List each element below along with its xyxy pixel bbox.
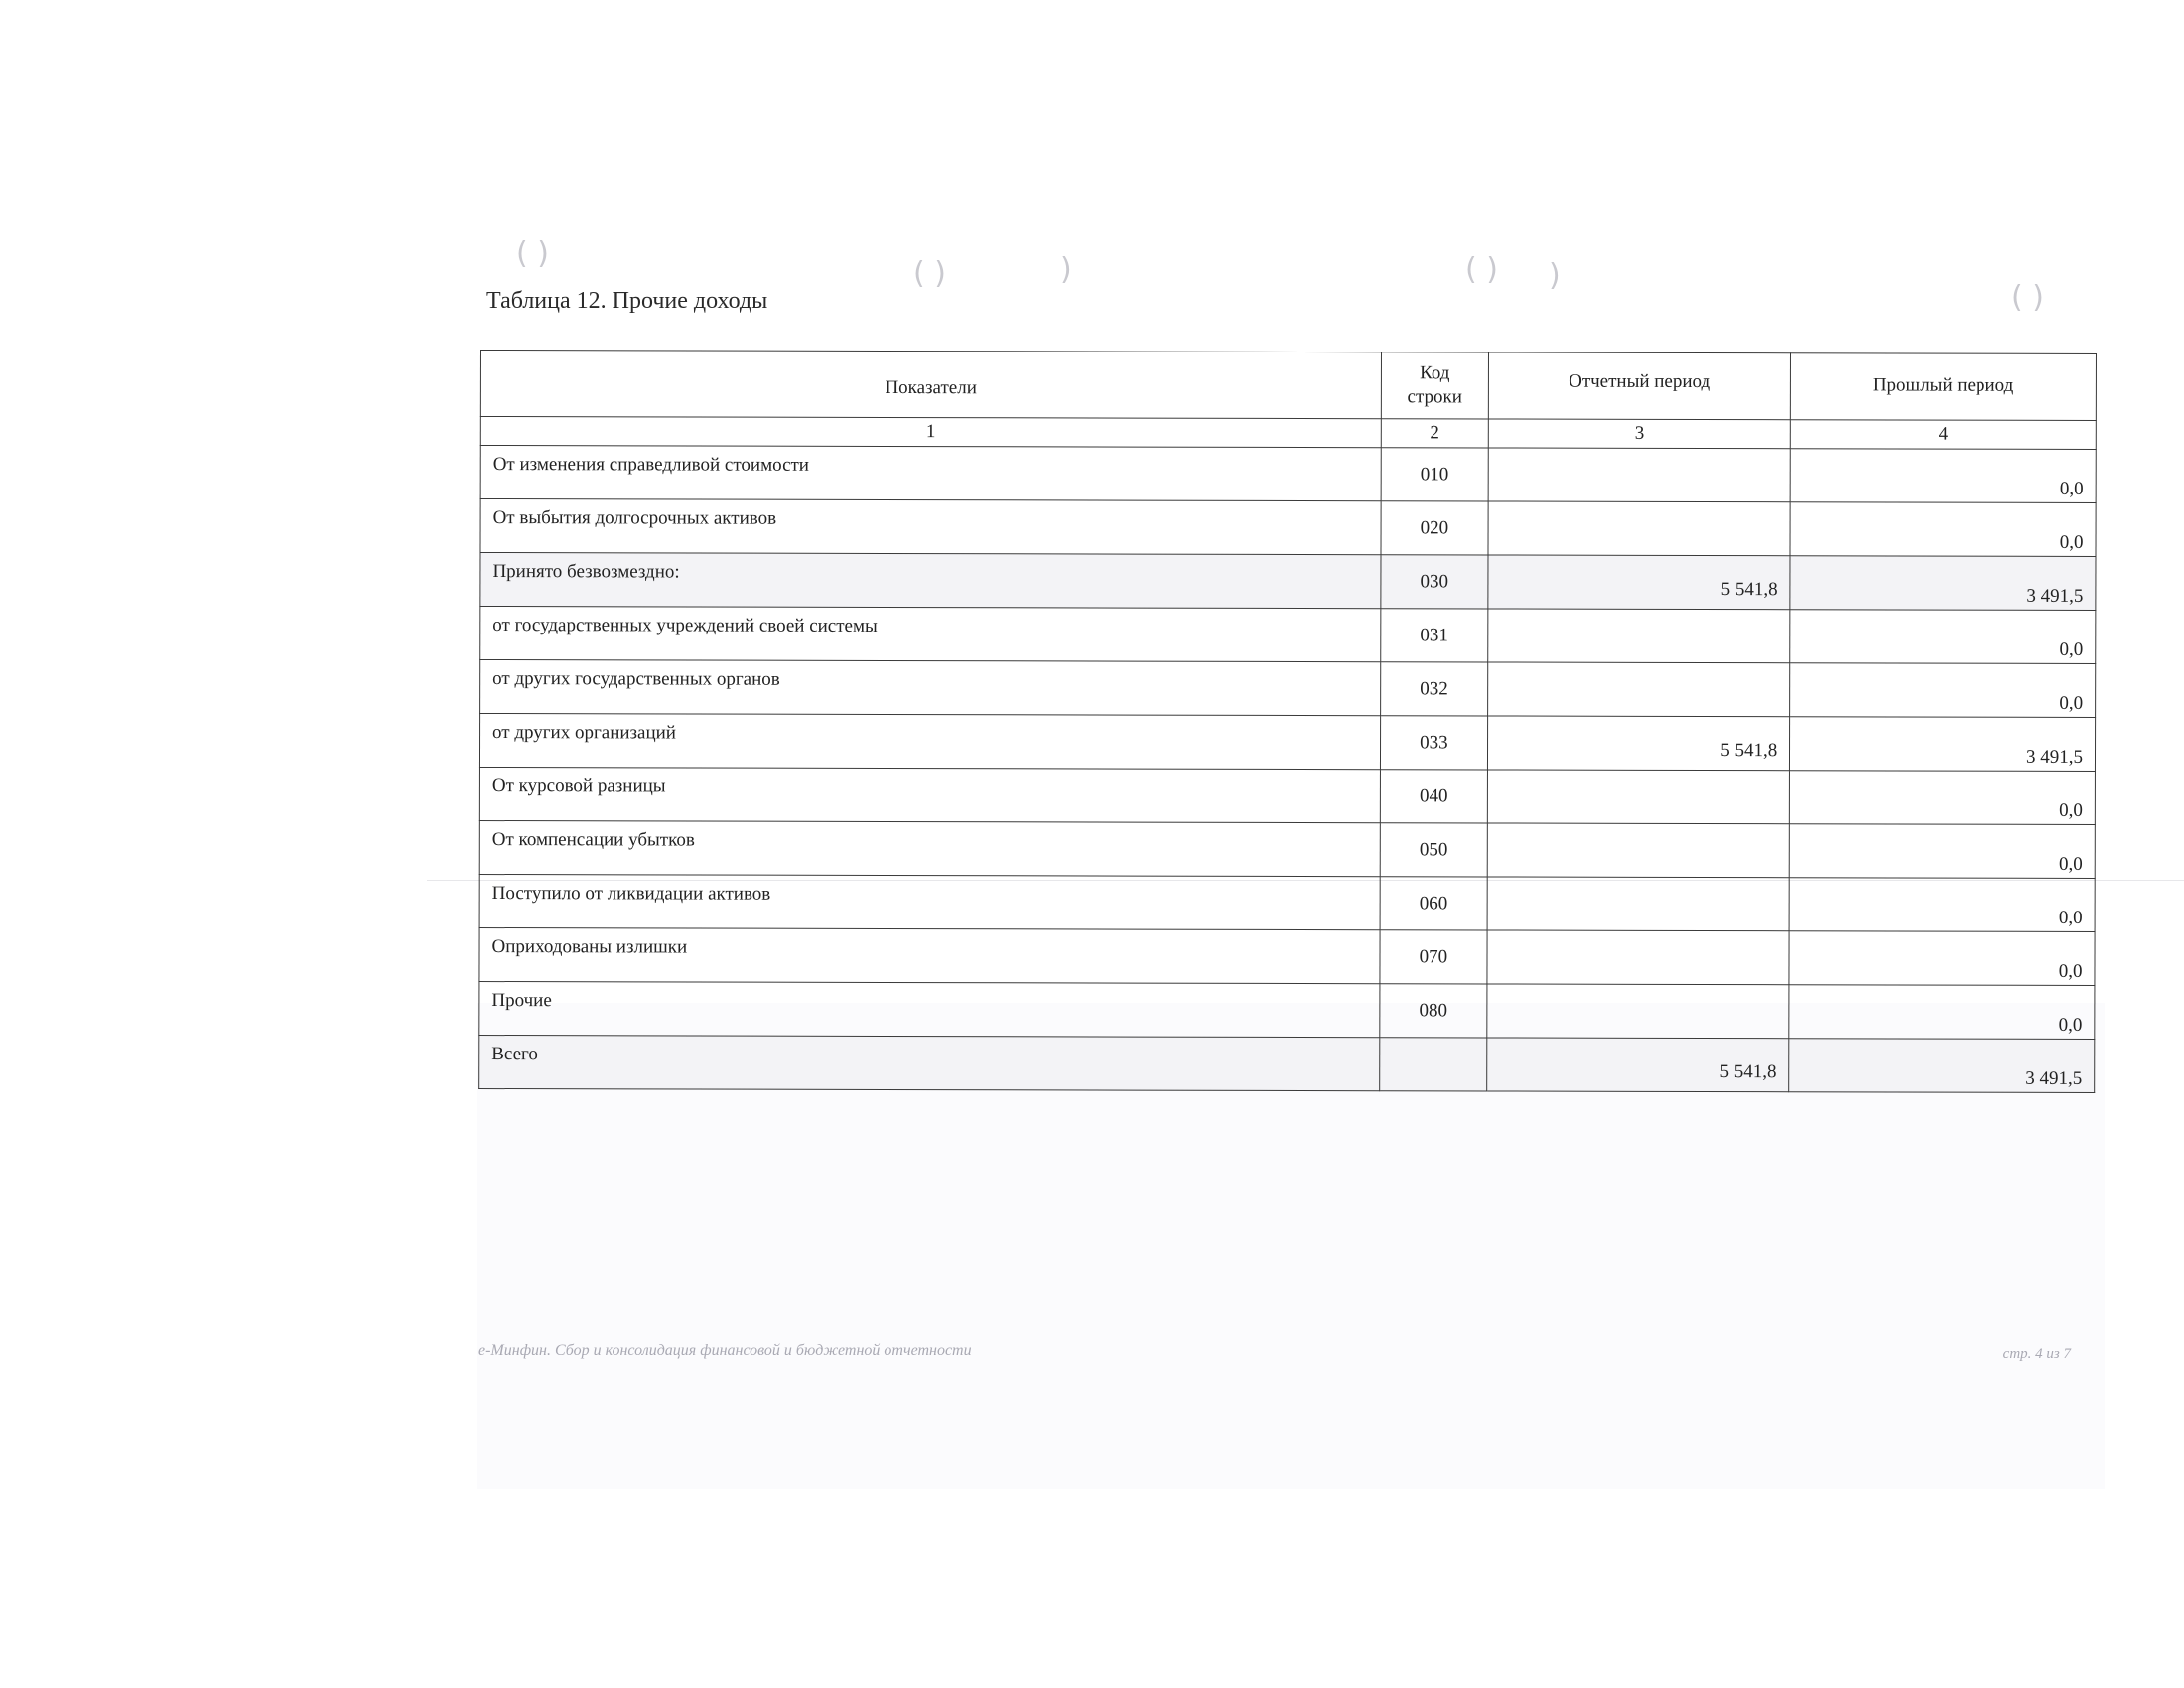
column-header-current-period: Отчетный период [1488, 352, 1790, 420]
column-header-indicators: Показатели [480, 351, 1381, 419]
column-header-code: Код строки [1381, 352, 1489, 419]
column-number-row [480, 417, 2096, 450]
row-previous-value: 0,0 [1790, 771, 2096, 825]
row-previous-value: 0,0 [1789, 878, 2095, 932]
row-code [1379, 1038, 1487, 1091]
row-previous-value: 0,0 [1790, 449, 2096, 503]
row-current-value [1488, 662, 1790, 717]
row-code: 070 [1380, 930, 1488, 984]
row-current-value [1488, 609, 1790, 663]
row-previous-value: 0,0 [1789, 985, 2095, 1040]
footer-page-number: стр. 4 из 7 [2002, 1346, 2071, 1362]
table-row [480, 553, 2096, 611]
row-previous-value: 3 491,5 [1790, 717, 2096, 772]
row-previous-value: 0,0 [1790, 610, 2096, 664]
row-previous-value: 0,0 [1790, 502, 2096, 557]
row-indicator-name: От выбытия долгосрочных активов [480, 499, 1381, 555]
row-previous-value: 0,0 [1790, 663, 2096, 718]
row-current-value [1487, 877, 1789, 931]
punch-hole-mark: ( ) [516, 236, 549, 271]
table-row [480, 446, 2096, 503]
page-title: Таблица 12. Прочие доходы [486, 288, 768, 314]
table-row [479, 874, 2095, 931]
row-current-value: 5 541,8 [1488, 716, 1790, 771]
other-income-table [478, 350, 2097, 1093]
row-indicator-name: От изменения справедливой стоимости [480, 446, 1381, 501]
row-previous-value: 3 491,5 [1790, 556, 2096, 611]
row-current-value: 5 541,8 [1487, 1038, 1789, 1092]
punch-hole-mark: ) [1549, 258, 1561, 293]
table-row [479, 1035, 2095, 1092]
row-current-value [1488, 501, 1790, 556]
row-previous-value: 0,0 [1789, 824, 2095, 879]
row-indicator-name: Поступило от ликвидации активов [479, 874, 1380, 929]
column-number: 1 [480, 417, 1381, 448]
row-code: 010 [1381, 448, 1489, 501]
row-indicator-name: от государственных учреждений своей системы [480, 607, 1381, 662]
table-row [479, 767, 2095, 824]
row-current-value [1487, 984, 1789, 1039]
row-code: 080 [1379, 984, 1487, 1038]
row-code: 060 [1380, 877, 1488, 930]
row-code: 033 [1380, 716, 1488, 770]
row-indicator-name: от других организаций [479, 714, 1380, 770]
punch-hole-mark: ( ) [2011, 280, 2044, 315]
row-indicator-name: От компенсации убытков [479, 820, 1380, 876]
row-code: 030 [1380, 555, 1488, 609]
row-indicator-name: От курсовой разницы [479, 767, 1380, 822]
table-row [479, 820, 2095, 878]
punch-hole-mark: ) [1060, 252, 1072, 287]
row-code: 040 [1380, 770, 1488, 823]
row-code: 031 [1380, 609, 1488, 662]
row-current-value: 5 541,8 [1488, 555, 1790, 610]
row-indicator-name: Всего [479, 1035, 1380, 1090]
row-current-value [1487, 930, 1789, 985]
table-header-row [480, 351, 2096, 421]
row-code: 050 [1380, 823, 1488, 877]
row-indicator-name: от других государственных органов [480, 660, 1381, 716]
footer-source: e-Минфин. Сбор и консолидация финансовой и бюджетной отчетности [478, 1342, 972, 1359]
table-row [480, 607, 2096, 664]
row-code: 020 [1381, 501, 1489, 555]
table-row [480, 660, 2096, 718]
column-number: 2 [1381, 419, 1489, 448]
punch-hole-mark: ( ) [913, 256, 946, 291]
row-previous-value: 0,0 [1789, 931, 2095, 986]
column-header-previous-period: Прошлый период [1791, 353, 2097, 421]
punch-hole-mark: ( ) [1465, 252, 1498, 287]
row-indicator-name: Прочие [479, 981, 1380, 1037]
row-indicator-name: Принято безвозмездно: [480, 553, 1381, 609]
table-row [479, 981, 2095, 1039]
table-row [479, 714, 2095, 772]
row-previous-value: 3 491,5 [1789, 1039, 2095, 1093]
table-row [479, 927, 2095, 985]
row-current-value [1487, 770, 1789, 824]
row-indicator-name: Оприходованы излишки [479, 927, 1380, 983]
table-row [480, 499, 2096, 557]
column-number: 4 [1791, 420, 2097, 450]
column-number: 3 [1488, 419, 1790, 449]
row-current-value [1487, 823, 1789, 878]
row-code: 032 [1380, 662, 1488, 716]
row-current-value [1488, 448, 1790, 502]
